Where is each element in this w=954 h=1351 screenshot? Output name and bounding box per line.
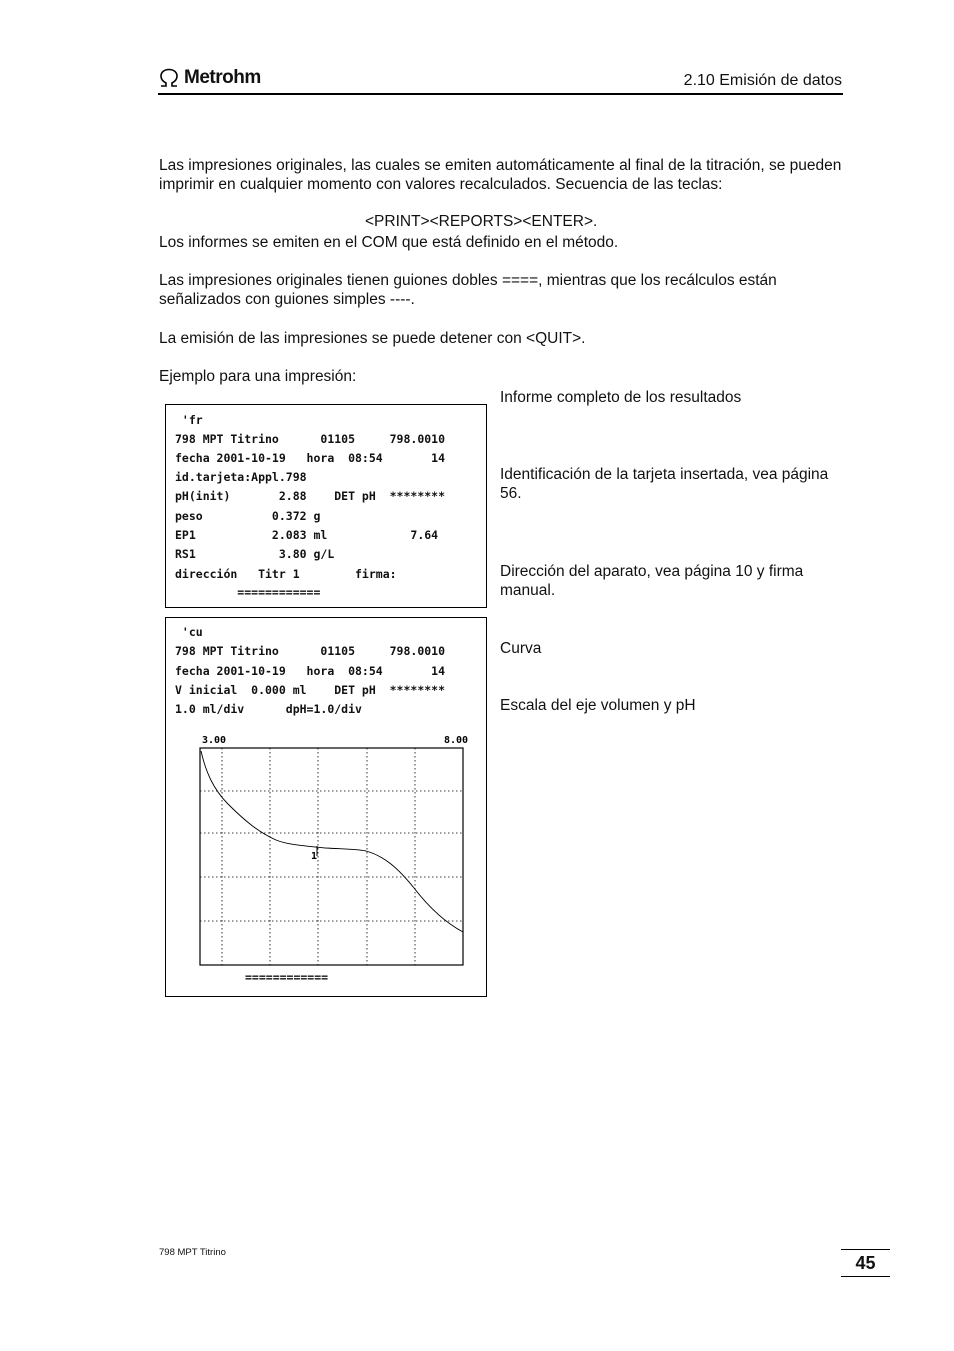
page-number: 45 (841, 1249, 890, 1277)
report-line: pH(init) 2.88 DET pH ******** (175, 489, 446, 503)
report-line: 798 MPT Titrino 01105 798.0010 (175, 432, 446, 446)
titration-curve (201, 751, 463, 932)
annotation-address: Dirección del aparato, vea página 10 y firma manual. (500, 563, 804, 599)
paragraph-com: Los informes se emiten en el COM que está definido en el método. (159, 234, 619, 251)
paragraph-quit: La emisión de las impresiones se puede detener con <QUIT>. (159, 330, 586, 347)
report-line: peso 0.372 g (175, 509, 321, 523)
paragraph-reprint: Las impresiones originales, las cuales se emiten automáticamente al final de la titración, se pueden imprimir en cualquier momento con valores recalculados. Secuencia de las teclas: (159, 157, 842, 193)
report-line: id.tarjeta:Appl.798 (175, 470, 307, 484)
endpoint-marker: 1 (311, 851, 318, 862)
curve-report-line: 'cu (175, 625, 203, 639)
paragraph-dashes: Las impresiones originales tienen guiones dobles ====, mientras que los recálculos están señalizados con guiones simples ----. (159, 272, 777, 308)
annotation-card-id: Identificación de la tarjeta insertada, vea página 56. (500, 466, 829, 502)
curve-report-line: 1.0 ml/div dpH=1.0/div (175, 702, 362, 716)
plot-frame (200, 748, 463, 965)
plot-grid (200, 748, 463, 965)
brand-name: Metrohm (184, 67, 261, 88)
brand-logo (158, 66, 261, 90)
curve-report-line: V inicial 0.000 ml DET pH ******** (175, 683, 446, 697)
titration-curve-plot (166, 728, 486, 978)
report-line: ============ (175, 585, 321, 599)
key-sequence: <PRINT><REPORTS><ENTER>. (365, 213, 598, 230)
plot-label-right: 8.00 (444, 735, 469, 746)
plot-label-left: 3.00 (202, 735, 227, 746)
curve-report-line: 798 MPT Titrino 01105 798.0010 (175, 644, 446, 658)
footer-model: 798 MPT Titrino (159, 1247, 226, 1258)
curve-report-footer: ============ (245, 970, 329, 984)
report-line: EP1 2.083 ml 7.64 (175, 528, 439, 542)
annotation-full-report: Informe completo de los resultados (500, 389, 742, 406)
paragraph-example: Ejemplo para una impresión: (159, 368, 357, 385)
annotation-curve: Curva (500, 640, 542, 657)
curve-printout (165, 617, 487, 997)
annotation-axis-scale: Escala del eje volumen y pH (500, 697, 696, 714)
curve-report-line: fecha 2001-10-19 hora 08:54 14 (175, 664, 446, 678)
header-divider (158, 93, 843, 95)
report-line: fecha 2001-10-19 hora 08:54 14 (175, 451, 446, 465)
report-printout (165, 404, 487, 608)
report-line: RS1 3.80 g/L (175, 547, 335, 561)
section-title: 2.10 Emisión de datos (683, 72, 842, 89)
report-line: 'fr (175, 413, 203, 427)
omega-icon (158, 68, 180, 88)
report-line: dirección Titr 1 firma: (175, 567, 397, 581)
